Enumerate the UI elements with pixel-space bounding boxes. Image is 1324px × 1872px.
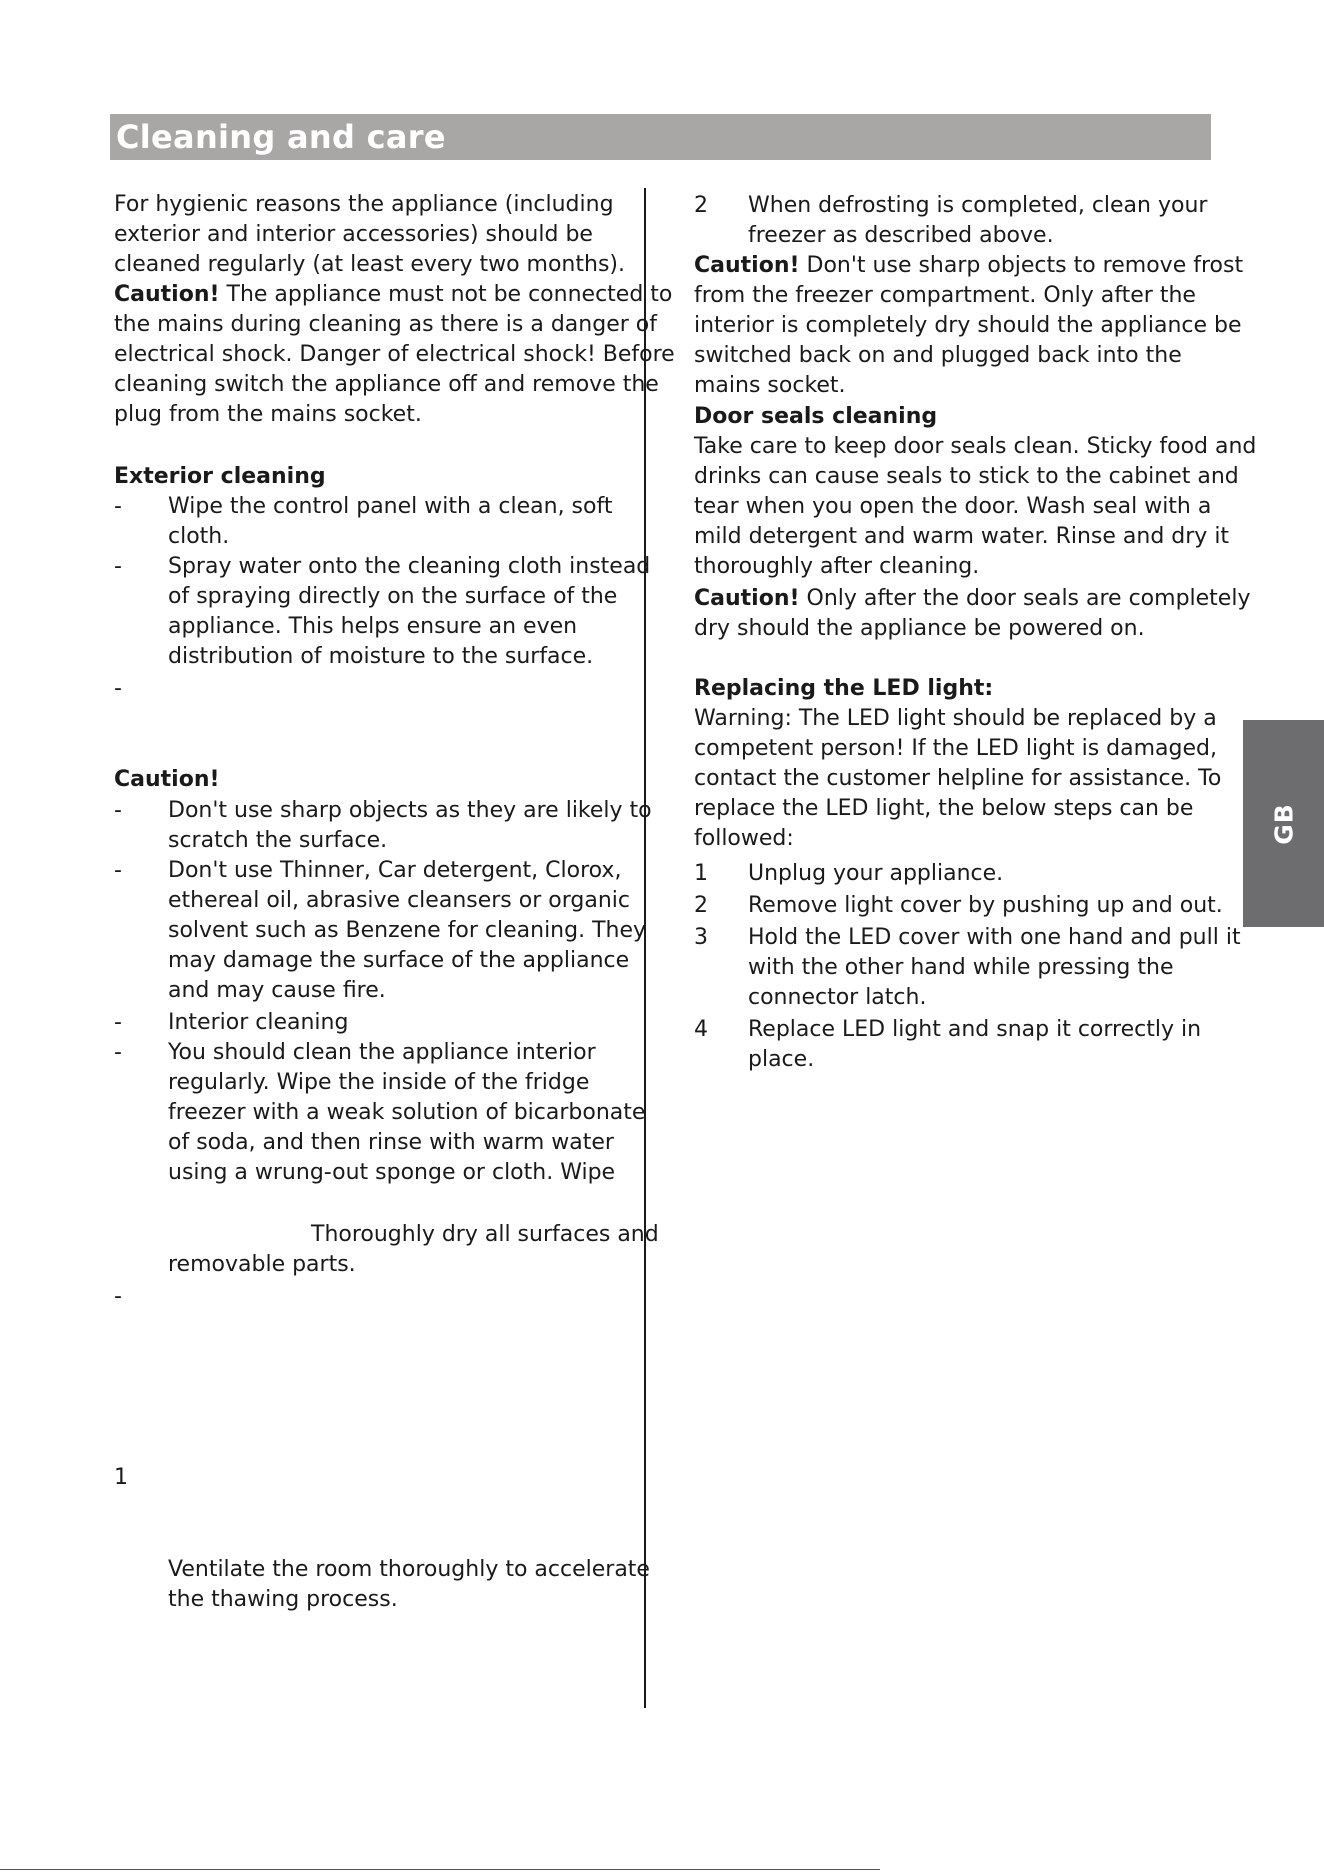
caution-text: Only after the door seals are completely xyxy=(799,586,1251,611)
list-item-line: and may cause fire. xyxy=(168,978,386,1003)
list-item-line: appliance. This helps ensure an even xyxy=(168,614,578,639)
door-seals-line: tear when you open the door. Wash seal with a xyxy=(694,494,1212,519)
list-item-line: Wipe the control panel with a clean, soft xyxy=(168,494,613,519)
ventilate-line: the thawing process. xyxy=(168,1587,398,1612)
caution-label: Caution! xyxy=(694,586,800,611)
caution-heading: Caution! xyxy=(114,767,220,792)
step-number: 3 xyxy=(694,925,708,950)
intro-line: For hygienic reasons the appliance (including xyxy=(114,192,614,217)
ventilate-line: Ventilate the room thoroughly to accelerate xyxy=(168,1557,650,1582)
door-seals-heading: Door seals cleaning xyxy=(694,404,938,429)
list-item-line: of soda, and then rinse with warm water xyxy=(168,1130,614,1155)
list-dash: - xyxy=(114,1010,122,1035)
step-number: 1 xyxy=(694,861,708,886)
section-header-bar xyxy=(110,114,1211,160)
language-tab-label: GB xyxy=(1269,802,1298,845)
led-heading: Replacing the LED light: xyxy=(694,676,994,701)
step-text-line: connector latch. xyxy=(748,985,927,1010)
footer-rule xyxy=(0,1869,880,1870)
list-item-line: scratch the surface. xyxy=(168,828,388,853)
column-divider xyxy=(644,188,646,1708)
page-title: Cleaning and care xyxy=(116,118,446,156)
language-tab xyxy=(1243,720,1324,927)
caution-paragraph-line: switched back on and plugged back into the xyxy=(694,343,1182,368)
list-item-line: You should clean the appliance interior xyxy=(168,1040,596,1065)
list-item-line: cloth. xyxy=(168,524,230,549)
list-dash: - xyxy=(114,1040,122,1065)
caution-label: Caution! xyxy=(114,282,220,307)
step-text-line: with the other hand while pressing the xyxy=(748,955,1174,980)
door-seals-line: Take care to keep door seals clean. Sticky food and xyxy=(694,434,1257,459)
led-text-line: competent person! If the LED light is damaged, xyxy=(694,736,1217,761)
caution-paragraph-line: plug from the mains socket. xyxy=(114,402,422,427)
list-dash: - xyxy=(114,1284,122,1309)
list-item-line: using a wrung-out sponge or cloth. Wipe xyxy=(168,1160,616,1185)
step-text-line: freezer as described above. xyxy=(748,223,1054,248)
door-seals-line: mild detergent and warm water. Rinse and dry it xyxy=(694,524,1230,549)
list-item-line: distribution of moisture to the surface. xyxy=(168,644,594,669)
step-text-line: Hold the LED cover with one hand and pull it xyxy=(748,925,1241,950)
led-text-line: Warning: The LED light should be replaced by a xyxy=(694,706,1217,731)
list-dash: - xyxy=(114,798,122,823)
caution-paragraph-line: electrical shock. Danger of electrical shock! Before xyxy=(114,342,675,367)
caution-paragraph-line xyxy=(114,280,672,310)
list-item-line: Thoroughly dry all surfaces and xyxy=(311,1222,659,1247)
caution-label: Caution! xyxy=(694,253,800,278)
step-number: 4 xyxy=(694,1017,708,1042)
list-item-line: may damage the surface of the appliance xyxy=(168,948,630,973)
step-text-line: Replace LED light and snap it correctly in xyxy=(748,1017,1202,1042)
step-number: 2 xyxy=(694,893,708,918)
caution-paragraph-line: cleaning switch the appliance off and remove the xyxy=(114,372,659,397)
caution-paragraph-line: mains socket. xyxy=(694,373,846,398)
list-item-line: Don't use sharp objects as they are likely to xyxy=(168,798,652,823)
step-text-line: When defrosting is completed, clean your xyxy=(748,193,1208,218)
step-text-line: place. xyxy=(748,1047,815,1072)
led-text-line: replace the LED light, the below steps can be xyxy=(694,796,1194,821)
list-item-line: removable parts. xyxy=(168,1252,356,1277)
list-item-line: Spray water onto the cleaning cloth instead xyxy=(168,554,651,579)
list-item-line: regularly. Wipe the inside of the fridge xyxy=(168,1070,590,1095)
led-text-line: contact the customer helpline for assistance. To xyxy=(694,766,1222,791)
list-dash: - xyxy=(114,494,122,519)
caution-paragraph-line: from the freezer compartment. Only after the xyxy=(694,283,1196,308)
list-item-line: Interior cleaning xyxy=(168,1010,349,1035)
step-number: 2 xyxy=(694,193,708,218)
door-seals-line: thoroughly after cleaning. xyxy=(694,554,980,579)
step-text-line: Unplug your appliance. xyxy=(748,861,1004,886)
step-text-line: Remove light cover by pushing up and out. xyxy=(748,893,1223,918)
caution-text: Don't use sharp objects to remove frost xyxy=(799,253,1244,278)
list-item-line: freezer with a weak solution of bicarbonate xyxy=(168,1100,646,1125)
caution-paragraph-line: the mains during cleaning as there is a danger of xyxy=(114,312,657,337)
caution-paragraph-line xyxy=(694,251,1243,281)
list-dash: - xyxy=(114,676,122,701)
step-number: 1 xyxy=(114,1465,128,1490)
intro-line: exterior and interior accessories) should be xyxy=(114,222,593,247)
list-item-line: Don't use Thinner, Car detergent, Clorox, xyxy=(168,858,622,883)
list-item-line: ethereal oil, abrasive cleansers or organic xyxy=(168,888,630,913)
caution-paragraph-line xyxy=(694,584,1250,614)
caution-text: The appliance must not be connected to xyxy=(219,282,673,307)
list-item-line: of spraying directly on the surface of the xyxy=(168,584,618,609)
exterior-cleaning-heading: Exterior cleaning xyxy=(114,464,326,489)
list-item-line: solvent such as Benzene for cleaning. They xyxy=(168,918,647,943)
led-text-line: followed: xyxy=(694,826,794,851)
door-seals-line: drinks can cause seals to stick to the cabinet and xyxy=(694,464,1239,489)
list-dash: - xyxy=(114,554,122,579)
caution-paragraph-line: dry should the appliance be powered on. xyxy=(694,616,1145,641)
list-dash: - xyxy=(114,858,122,883)
caution-paragraph-line: interior is completely dry should the appliance be xyxy=(694,313,1242,338)
intro-line: cleaned regularly (at least every two months). xyxy=(114,252,625,277)
